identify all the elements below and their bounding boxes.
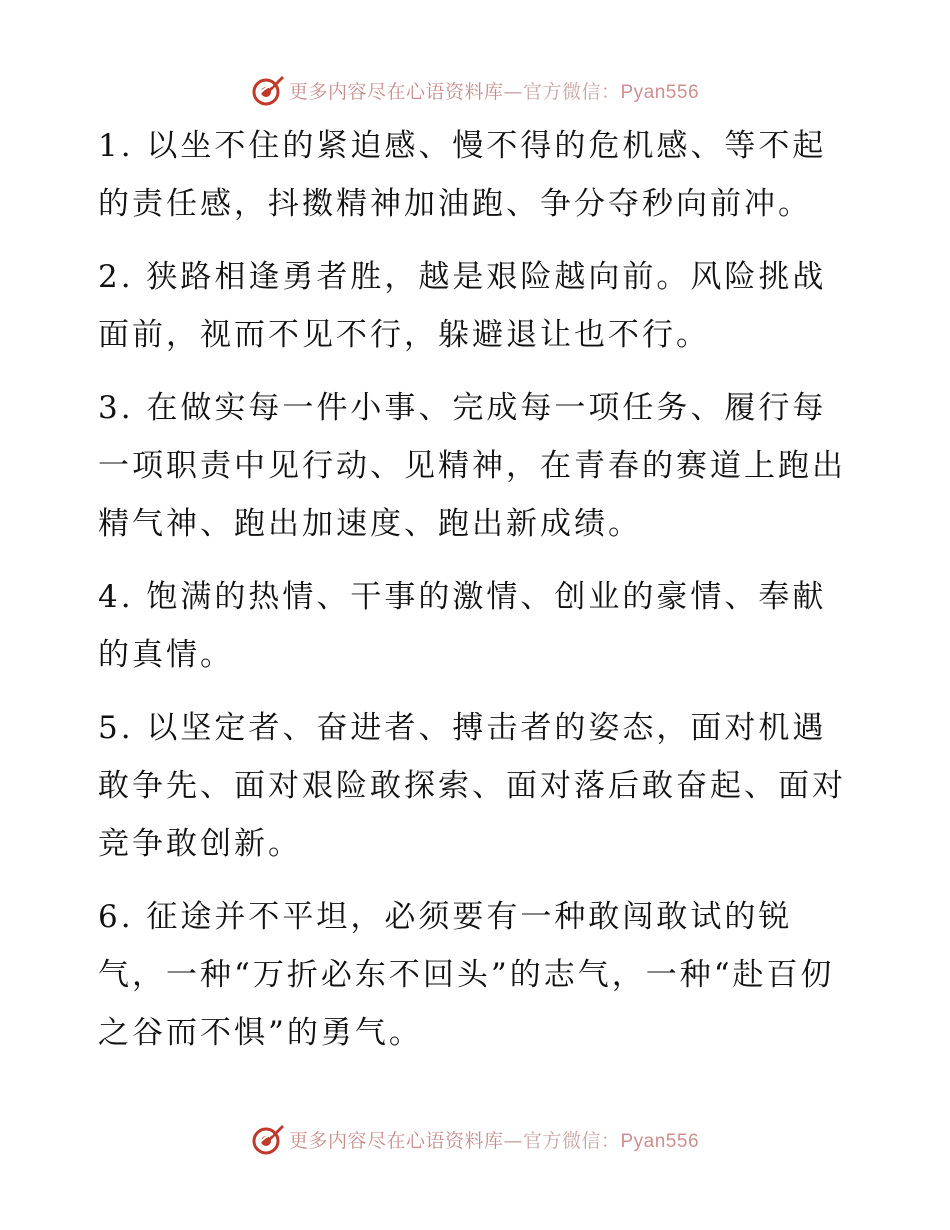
document-body [98, 117, 850, 1077]
watermark-separator: — [503, 1129, 523, 1152]
paragraph-4: 4. 饱满的热情、干事的激情、创业的豪情、奉献的真情。 [98, 579, 827, 673]
paragraph-6: 6. 征途并不平坦，必须要有一种敢闯敢试的锐气，一种“万折必东不回头”的志气，一种“赴百仞之谷而不惧”的勇气。 [98, 899, 835, 1051]
watermark-text [289, 77, 699, 104]
watermark-wechat-label: 官方微信： [522, 1129, 621, 1152]
watermark-text [289, 1126, 699, 1153]
watermark-wechat-label: 官方微信： [522, 80, 621, 103]
watermark-brand: 更多内容尽在心语资料库 [288, 80, 504, 103]
footer-watermark [0, 1119, 950, 1159]
pen-logo-icon [251, 1122, 285, 1156]
watermark-separator: — [503, 80, 523, 103]
watermark-brand: 更多内容尽在心语资料库 [288, 1129, 504, 1152]
watermark-wechat-id: Pyan556 [620, 81, 700, 103]
paragraph-3: 3. 在做实每一件小事、完成每一项任务、履行每一项职责中见行动、见精神，在青春的赛道上跑出精气神、跑出加速度、跑出新成绩。 [98, 390, 846, 542]
watermark-wechat-id: Pyan556 [620, 1130, 700, 1152]
paragraph-5: 5. 以坚定者、奋进者、搏击者的姿态，面对机遇敢争先、面对艰险敢探索、面对落后敢奋起、面对竞争敢创新。 [98, 710, 846, 862]
header-watermark [0, 70, 950, 110]
paragraph-1: 1. 以坐不住的紧迫感、慢不得的危机感、等不起的责任感，抖擞精神加油跑、争分夺秒向前冲。 [98, 128, 827, 222]
paragraph-2: 2. 狭路相逢勇者胜，越是艰险越向前。风险挑战面前，视而不见不行，躲避退让也不行。 [98, 259, 827, 353]
pen-logo-icon [251, 73, 285, 107]
